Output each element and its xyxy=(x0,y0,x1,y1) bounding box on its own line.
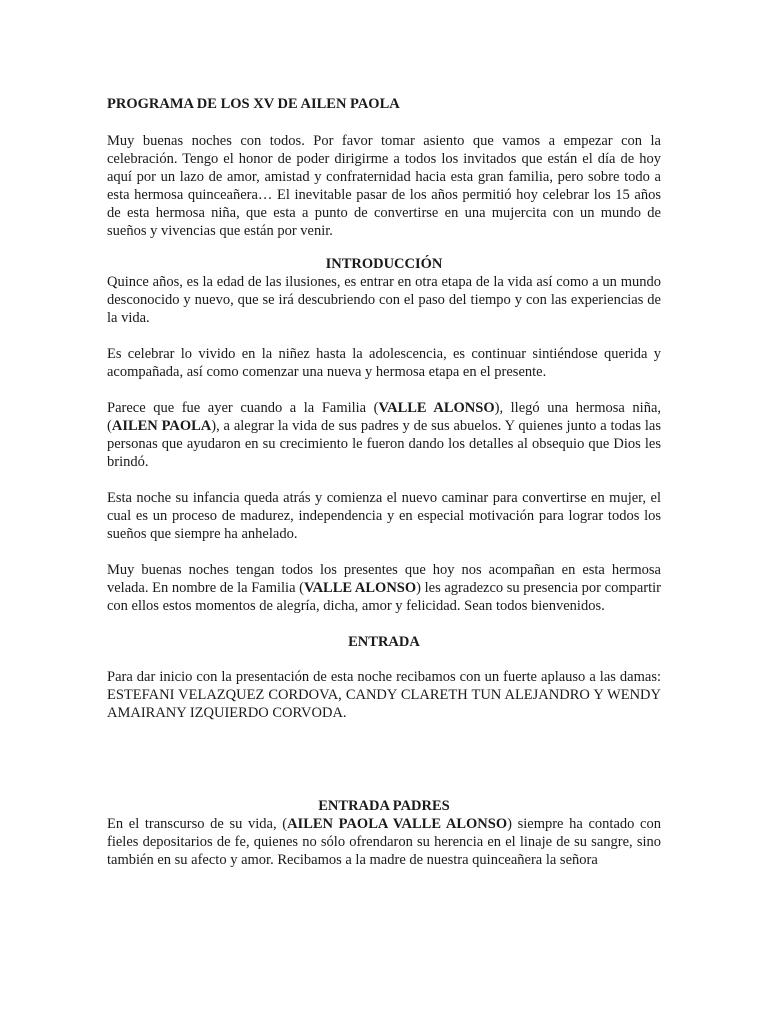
document-title: PROGRAMA DE LOS XV DE AILEN PAOLA xyxy=(107,96,400,112)
heading-entrada-padres: ENTRADA PADRES xyxy=(318,798,450,814)
introduccion-paragraph-4: Esta noche su infancia queda atrás y comienza el nuevo caminar para convertirse en mujer, el cual es un proceso de madurez, independencia y en especial motivación para lograr todos los sueños que siempre ha anhelado. xyxy=(107,490,661,542)
quinceanera-name: AILEN PAOLA xyxy=(111,418,212,434)
p3-text-b: ), llegó una hermosa niña, ( xyxy=(107,400,662,434)
padres-text-b: ) siempre ha contado con fieles depositarios de fe, quienes no sólo ofrendaron su herencia en el linaje de su sangre, sino también en su afecto y amor. Recibamos a la madre de nuestra quinceañera la señora xyxy=(107,816,661,868)
p3-text-a: Parece que fue ayer cuando a la Familia ( xyxy=(107,400,379,416)
p5-text-b: ) les agradezco su presencia por compartir con ellos estos momentos de alegría, dicha, amor y felicidad. Sean todos bienvenidos. xyxy=(107,580,662,614)
introduccion-paragraph-2: Es celebrar lo vivido en la niñez hasta la adolescencia, es continuar sintiéndose querida y acompañada, así como comenzar una nueva y hermosa etapa en el presente. xyxy=(107,346,661,380)
entrada-padres-paragraph xyxy=(107,815,661,869)
quinceanera-full-name: AILEN PAOLA VALLE ALONSO xyxy=(287,816,508,832)
family-name: VALLE ALONSO xyxy=(378,400,495,416)
introduccion-paragraph-1: Quince años, es la edad de las ilusiones, es entrar en otra etapa de la vida así como a un mundo desconocido y nuevo, que se irá descubriendo con el paso del tiempo y con las experiencias de la vida. xyxy=(107,274,661,326)
family-name: VALLE ALONSO xyxy=(303,580,417,596)
heading-entrada: ENTRADA xyxy=(348,634,420,650)
heading-introduccion: INTRODUCCIÓN xyxy=(325,256,443,272)
intro-paragraph: Muy buenas noches con todos. Por favor tomar asiento que vamos a empezar con la celebración. Tengo el honor de poder dirigirme a todos los invitados que están el día de hoy aquí por un lazo de amor, amistad y confraternidad hacia esta gran familia, pero sobre todo a esta hermosa quinceañera… El inevitable pasar de los años permitió hoy celebrar los 15 años de esta hermosa niña, que esta a punto de convertirse en una mujercita con un mundo de sueños y vivencias que están por venir. xyxy=(107,133,661,239)
introduccion-paragraph-3 xyxy=(107,399,661,471)
entrada-paragraph: Para dar inicio con la presentación de esta noche recibamos con un fuerte aplauso a las damas: ESTEFANI VELAZQUEZ CORDOVA, CANDY CLARETH TUN ALEJANDRO Y WENDY AMAIRANY IZQUIERDO CORVODA. xyxy=(107,669,661,721)
introduccion-paragraph-5 xyxy=(107,561,661,615)
p5-text-a: Muy buenas noches tengan todos los presentes que hoy nos acompañan en esta hermosa velada. En nombre de la Familia ( xyxy=(107,562,661,596)
padres-text-a: En el transcurso de su vida, ( xyxy=(107,816,288,832)
p3-text-c: ), a alegrar la vida de sus padres y de sus abuelos. Y quienes junto a todas las personas que ayudaron en su crecimiento le fueron dando los detalles al obsequio que Dios les brindó. xyxy=(107,418,661,470)
